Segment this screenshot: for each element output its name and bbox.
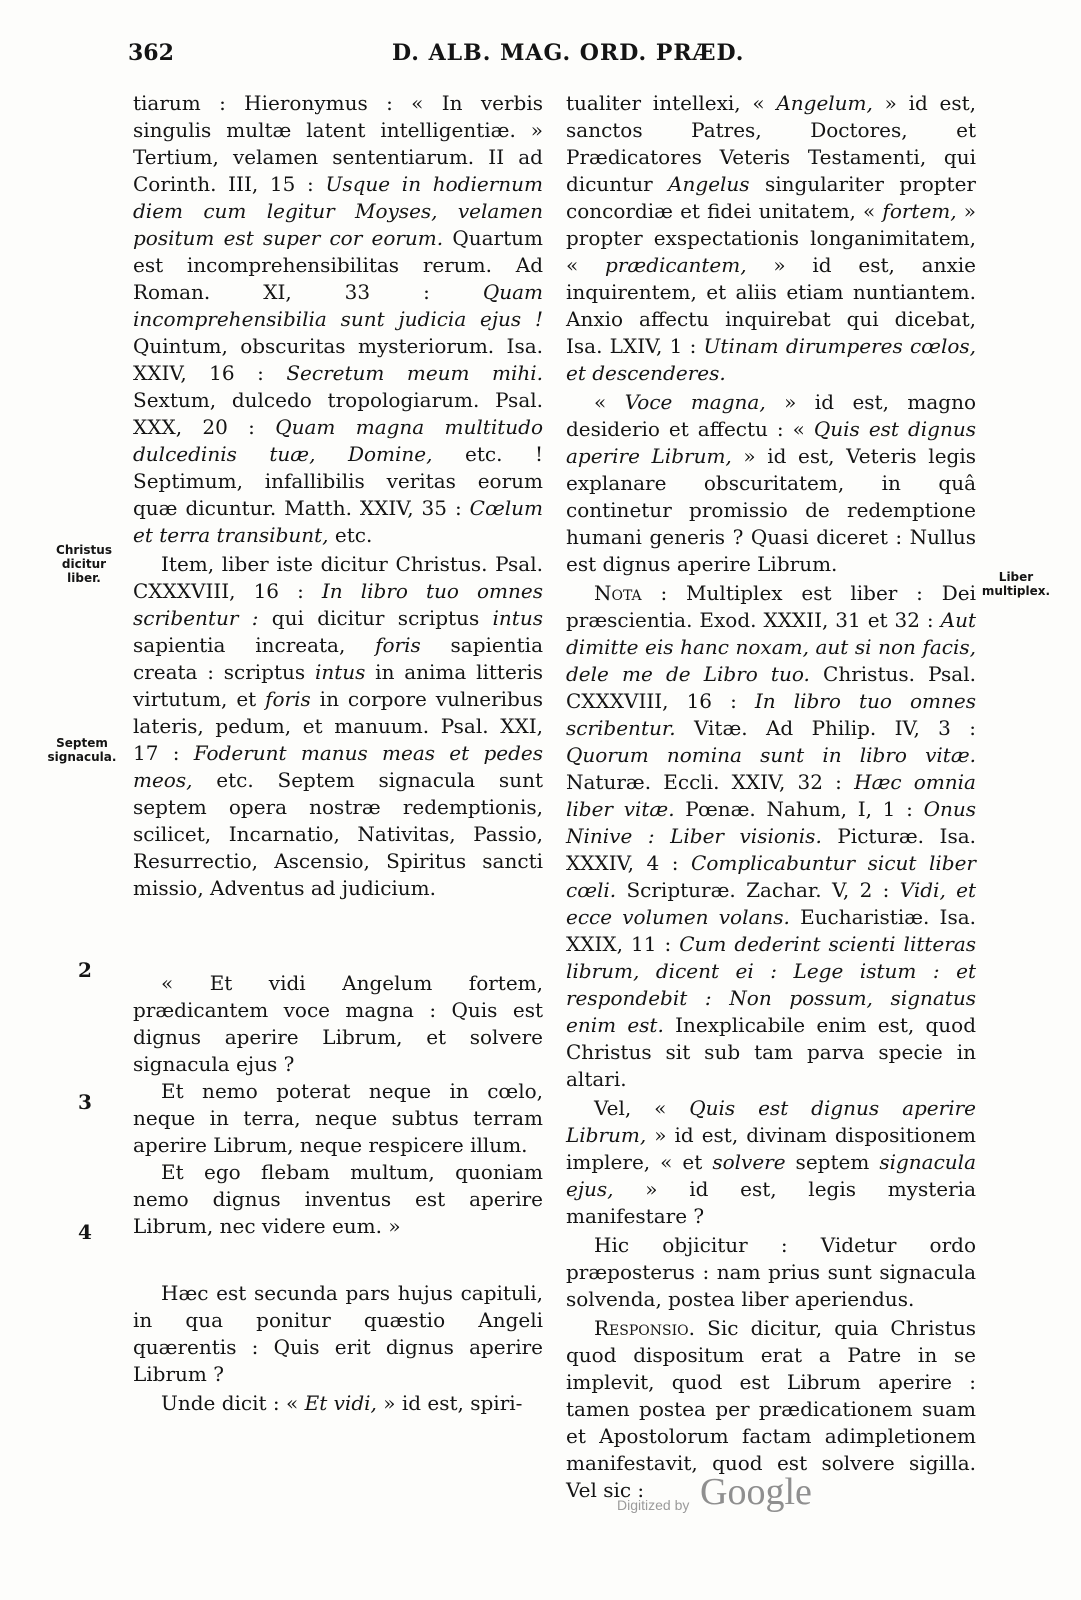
margin-note-septem: Septem signacula. bbox=[47, 736, 117, 764]
margin-note-liber: Liber multiplex. bbox=[981, 570, 1051, 598]
right-paragraph-6: Responsio. Sic dicitur, quia Christus quod dispositum erat a Patre in se implevit, quod est Librum aperire : tamen postea per prædicationem suam et Apostolorum factam adimpletionem manifestavit, quod est solvere sigilla. Vel sic : bbox=[566, 1316, 976, 1502]
left-paragraph-1: tiarum : Hieronymus : « In verbis singulis multæ latent intelligentiæ. » Tertium, velamen sententiarum. II ad Corinth. III, 15 : Usque in hodiernum diem cum legitur Moyses, velamen positum est super cor eorum. Quartum est incomprehensibilitas rerum. Ad Roman. XI, 33 : Quam incomprehensibilia sunt judicia ejus ! Quintum, obscuritas mysteriorum. Isa. XXIV, 16 : Secretum meum mihi. Sextum, dulcedo tropologiarum. Psal. XXX, 20 : Quam magna multitudo dulcedinis tuæ, Domine, etc. ! Septimum, infallibilis veritas eorum quæ dicuntur. Matth. XXIV, 35 : Cœlum et terra transibunt, etc. bbox=[133, 91, 544, 547]
right-paragraph-2: « Voce magna, » id est, magno desiderio et affectu : « Quis est dignus aperire Librum, » id est, Veteris legis explanare obscuritatem, in quâ continetur promissio de redemptione humani generis ? Quasi diceret : Nullus est dignus aperire Librum. bbox=[566, 390, 976, 576]
google-logo: Google bbox=[700, 1471, 812, 1513]
margin-note-christus: Christus dicitur liber. bbox=[56, 543, 112, 585]
verse-number-2: 2 bbox=[78, 958, 92, 982]
verse-number-4: 4 bbox=[78, 1220, 92, 1244]
left-column bbox=[133, 90, 543, 1419]
digitized-label: Digitized by bbox=[617, 1497, 690, 1513]
verse-4-text: Et ego flebam multum, quoniam nemo dignus inventus est aperire Librum, nec videre eum. » bbox=[133, 1160, 543, 1238]
page-number: 362 bbox=[128, 40, 174, 66]
left-paragraph-3: Hæc est secunda pars hujus capituli, in qua ponitur quæstio Angeli quærentis : Quis erit dignus aperire Librum ? bbox=[133, 1281, 543, 1386]
right-paragraph-1: tualiter intellexi, « Angelum, » id est, sanctos Patres, Doctores, et Prædicatores Veteris Testamenti, qui dicuntur Angelus singulariter propter concordiæ et fidei unitatem, « fortem, » propter exspectationis longanimitatem, « prædicantem, » id est, anxie inquirentem, et aliis etiam nuntiantem. Anxio affectu inquirebat qui dicebat, Isa. LXIV, 1 : Utinam dirumperes cœlos, et descenderes. bbox=[566, 91, 976, 385]
right-paragraph-3: Nota : Multiplex est liber : Dei præscientia. Exod. XXXII, 31 et 32 : Aut dimitte eis hanc noxam, aut si non facis, dele me de Libro tuo. Christus. Psal. CXXXVIII, 16 : In libro tuo omnes scribentur. Vitæ. Ad Philip. IV, 3 : Quorum nomina sunt in libro vitæ. Naturæ. Eccli. XXIV, 32 : Hæc omnia liber vitæ. Pœnæ. Nahum, I, 1 : Onus Ninive : Liber visionis. Picturæ. Isa. XXXIV, 4 : Complicabuntur sicut liber cœli. Scripturæ. Zachar. V, 2 : Vidi, et ecce volumen volans. Eucharistiæ. Isa. XXIX, 11 : Cum dederint scienti litteras librum, dicent ei : Lege istum : et respondebit : Non possum, signatus enim est. Inexplicabile enim est, quod Christus sit sub tam parva specie in altari. bbox=[566, 581, 976, 1091]
verse-number-3: 3 bbox=[78, 1090, 92, 1114]
verse-3-text: Et nemo poterat neque in cœlo, neque in terra, neque subtus terram aperire Librum, neque respicere illum. bbox=[133, 1079, 543, 1157]
right-paragraph-4: Vel, « Quis est dignus aperire Librum, » id est, divinam dispositionem implere, « et solvere septem signacula ejus, » id est, legis mysteria manifestare ? bbox=[566, 1096, 976, 1228]
right-column bbox=[566, 90, 976, 1506]
right-paragraph-5: Hic objicitur : Videtur ordo præposterus : nam prius sunt signacula solvenda, postea liber aperiendus. bbox=[566, 1233, 976, 1311]
verse-2-text: « Et vidi Angelum fortem, prædicantem voce magna : Quis est dignus aperire Librum, et solvere signacula ejus ? bbox=[133, 971, 543, 1076]
left-paragraph-2: Item, liber iste dicitur Christus. Psal. CXXXVIII, 16 : In libro tuo omnes scribentur : qui dicitur scriptus intus sapientia increata, foris sapientia creata : scriptus intus in anima litteris virtutum, et foris in corpore vulneribus lateris, pedum, et manuum. Psal. XXI, 17 : Foderunt manus meas et pedes meos, etc. Septem signacula sunt septem opera nostræ redemptionis, scilicet, Incarnatio, Nativitas, Passio, Resurrectio, Ascensio, Spiritus sancti missio, Adventus ad judicium. bbox=[133, 552, 544, 900]
left-paragraph-4: Unde dicit : « Et vidi, » id est, spiri- bbox=[161, 1391, 523, 1415]
running-header: D. ALB. MAG. ORD. PRÆD. bbox=[392, 40, 745, 66]
